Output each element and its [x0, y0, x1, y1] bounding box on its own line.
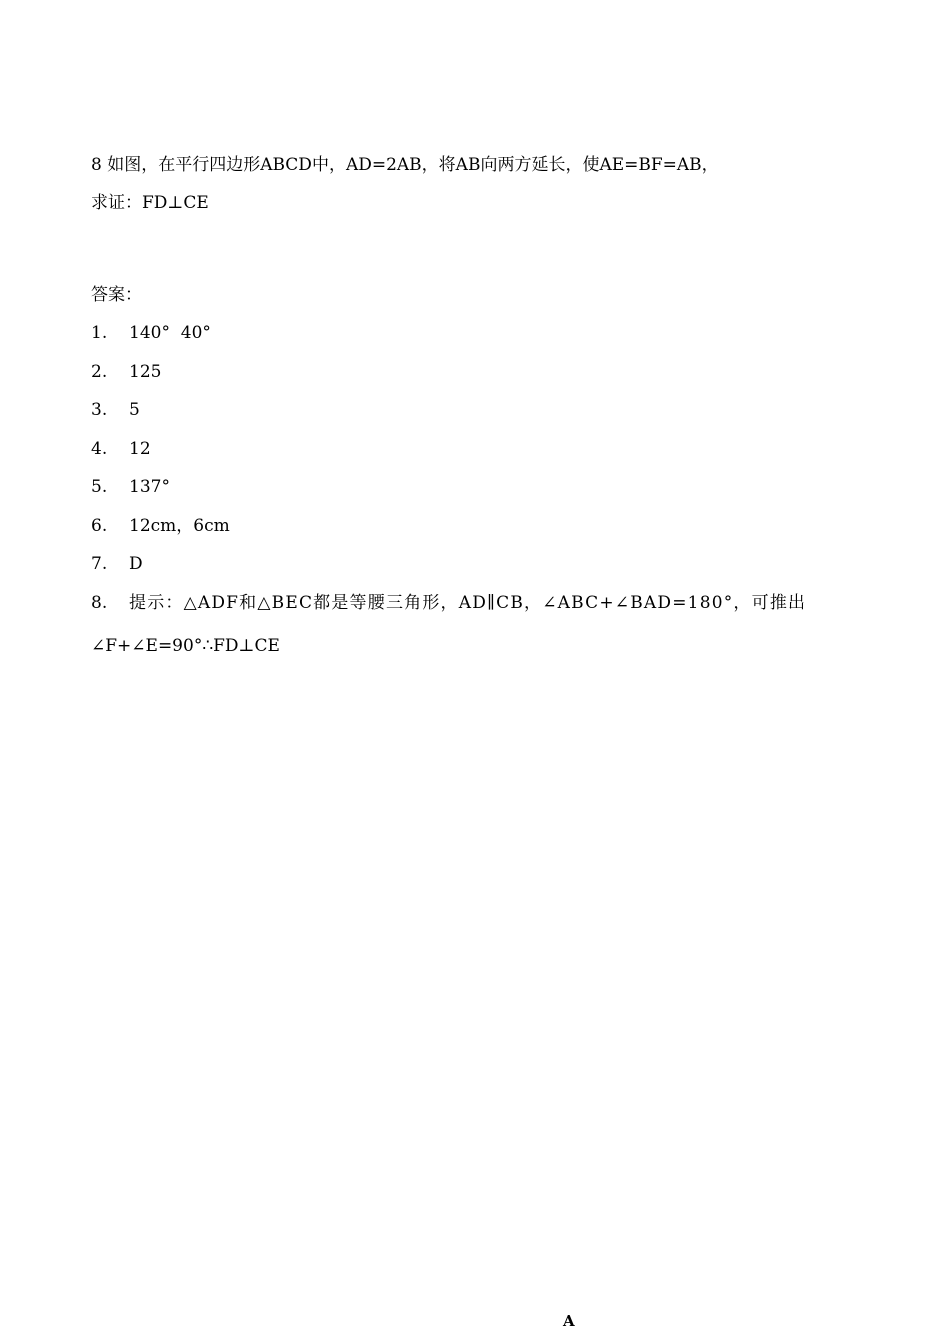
answer-number: 3.	[91, 400, 108, 420]
answer-number: 2.	[91, 362, 108, 382]
answer-item-4	[91, 438, 151, 460]
answer-item-2	[91, 361, 161, 383]
hint-conclusion: ∠F+∠E=90°∴FD⊥CE	[91, 636, 280, 656]
hint-text: 提示：△ADF和△BEC都是等腰三角形，AD∥CB，∠ABC+∠BAD=180°，可推出	[129, 593, 807, 613]
answer-number: 7.	[91, 554, 108, 574]
answer-number: 1.	[91, 323, 108, 343]
footer-mark: A	[563, 1312, 575, 1330]
question-prove: 求证：FD⊥CE	[91, 193, 209, 213]
answer-value: 140° 40°	[129, 323, 211, 343]
answer-item-7	[91, 553, 143, 575]
answer-item-8	[91, 592, 859, 614]
answer-value: 137°	[129, 477, 170, 497]
answer-value: 5	[129, 400, 140, 420]
answer-item-6	[91, 515, 230, 537]
answer-number: 6.	[91, 516, 108, 536]
answer-number: 8.	[91, 593, 108, 613]
answer-item-5	[91, 476, 170, 498]
answer-item-3	[91, 399, 140, 421]
answer-number: 4.	[91, 439, 108, 459]
answer-value: 125	[129, 362, 162, 382]
answer-item-1	[91, 322, 211, 344]
answer-value: 12	[129, 439, 151, 459]
question-text: 8 如图，在平行四边形ABCD中，AD=2AB，将AB向两方延长，使AE=BF=AB，	[91, 155, 719, 175]
answer-number: 5.	[91, 477, 108, 497]
answer-value: 12cm，6cm	[129, 516, 230, 536]
answer-value: D	[129, 554, 143, 574]
answers-heading: 答案：	[91, 285, 142, 305]
